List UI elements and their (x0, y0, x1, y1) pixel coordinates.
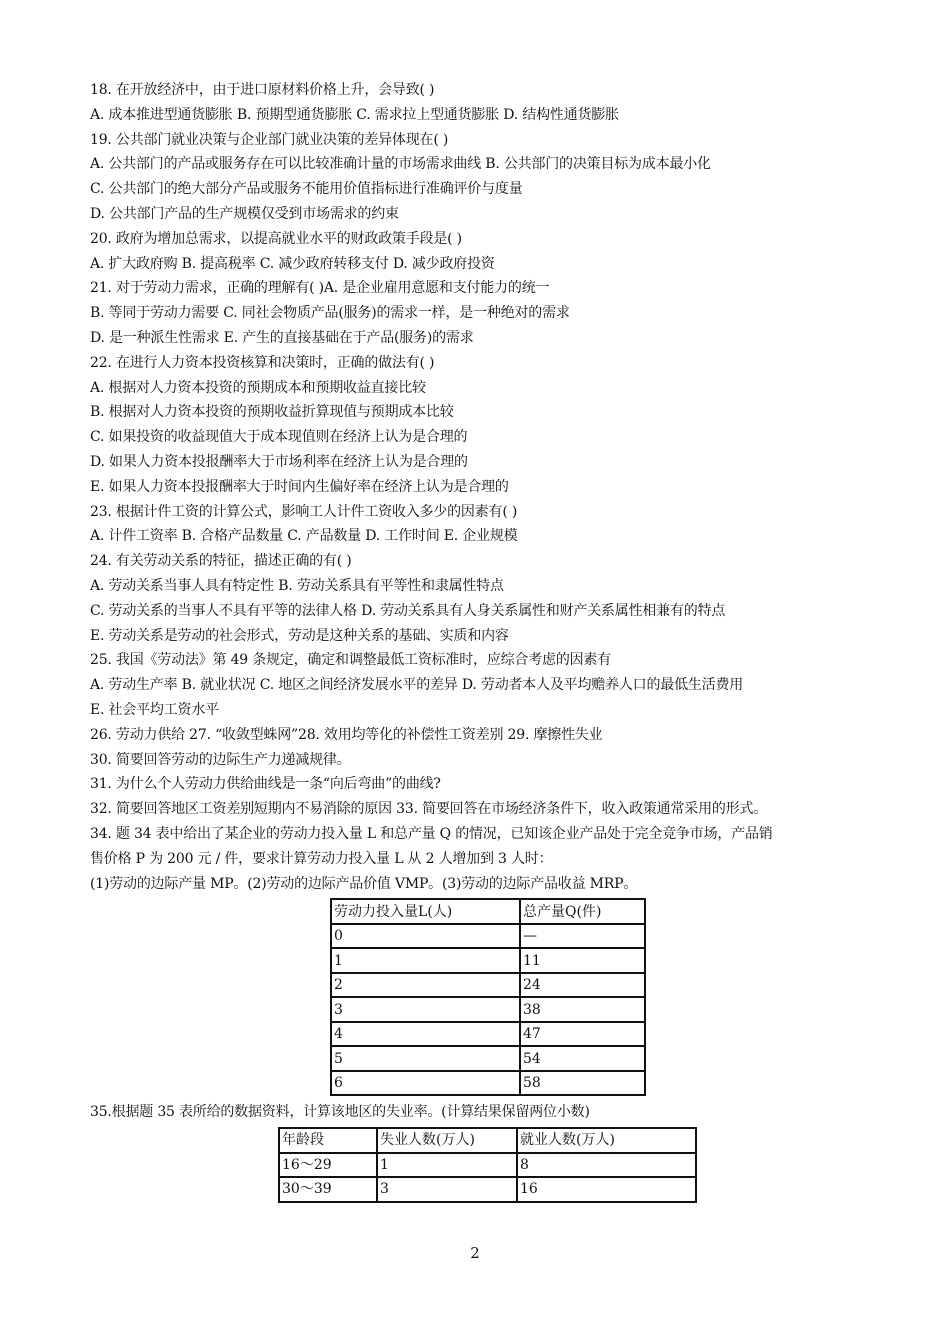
question-22-option-c: C. 如果投资的收益现值大于成本现值则在经济上认为是合理的 (90, 429, 468, 446)
table-row (331, 924, 645, 949)
table-cell: 6 (331, 1071, 520, 1096)
table-row (279, 1153, 696, 1178)
table-cell: 3 (377, 1177, 517, 1202)
question-23: 23. 根据计件工资的计算公式，影响工人计件工资收入多少的因素有( ) (90, 503, 518, 520)
question-30: 30. 简要回答劳动的边际生产力递减规律。 (90, 751, 351, 768)
table-header-cell: 劳动力投入量L(人) (331, 899, 520, 924)
table-cell: 4 (331, 1022, 520, 1047)
question-25-options-abcd: A. 劳动生产率 B. 就业状况 C. 地区之间经济发展水平的差异 D. 劳动者本人及平均赡养人口的最低生活费用 (90, 677, 744, 694)
table-cell: 2 (331, 973, 520, 998)
table-cell: 16～29 (279, 1153, 377, 1178)
table-cell: 47 (520, 1022, 645, 1047)
table-cell: 8 (517, 1153, 696, 1178)
question-22-option-b: B. 根据对人力资本投资的预期收益折算现值与预期成本比较 (90, 404, 454, 421)
question-34-line-2: 售价格 P 为 200 元 / 件，要求计算劳动力投入量 L 从 2 人增加到 3 人时： (90, 850, 553, 867)
table-35 (278, 1127, 697, 1203)
table-row (331, 973, 645, 998)
table-cell: 30～39 (279, 1177, 377, 1202)
table-row (331, 948, 645, 973)
table-header-row (331, 899, 645, 924)
table-cell: 11 (520, 948, 645, 973)
table-cell: 24 (520, 973, 645, 998)
table-row (331, 997, 645, 1022)
question-25-option-e: E. 社会平均工资水平 (90, 701, 219, 718)
table-cell: 16 (517, 1177, 696, 1202)
question-31: 31. 为什么个人劳动力供给曲线是一条“向后弯曲”的曲线? (90, 776, 441, 793)
question-23-options: A. 计件工资率 B. 合格产品数量 C. 产品数量 D. 工作时间 E. 企业规模 (90, 528, 518, 545)
document-page (90, 78, 910, 1203)
question-24: 24. 有关劳动关系的特征，描述正确的有( ) (90, 553, 352, 570)
question-22: 22. 在进行人力资本投资核算和决策时，正确的做法有( ) (90, 354, 435, 371)
question-18-options: A. 成本推进型通货膨胀 B. 预期型通货膨胀 C. 需求拉上型通货膨胀 D. 结构性通货膨胀 (90, 106, 619, 123)
table-header-cell: 就业人数(万人) (517, 1128, 696, 1153)
question-35: 35.根据题 35 表所给的数据资料，计算该地区的失业率。(计算结果保留两位小数) (90, 1104, 590, 1121)
table-cell: 38 (520, 997, 645, 1022)
question-18: 18. 在开放经济中，由于进口原材料价格上升，会导致( ) (90, 82, 435, 98)
question-19-option-d: D. 公共部门产品的生产规模仅受到市场需求的约束 (90, 205, 399, 222)
question-34-line-1: 34. 题 34 表中给出了某企业的劳动力投入量 L 和总产量 Q 的情况，已知该企业产品处于完全竞争市场，产品销 (90, 825, 773, 842)
table-cell: 1 (377, 1153, 517, 1178)
question-22-option-d: D. 如果人力资本投报酬率大于市场利率在经济上认为是合理的 (90, 453, 468, 470)
question-21-options-de: D. 是一种派生性需求 E. 产生的直接基础在于产品(服务)的需求 (90, 329, 474, 346)
question-22-option-e: E. 如果人力资本投报酬率大于时间内生偏好率在经济上认为是合理的 (90, 478, 509, 495)
table-header-row (279, 1128, 696, 1153)
question-21-options-bc: B. 等同于劳动力需要 C. 同社会物质产品(服务)的需求一样，是一种绝对的需求 (90, 305, 570, 322)
questions-26-29: 26. 劳动力供给 27. “收敛型蛛网”28. 效用均等化的补偿性工资差别 29. 摩擦性失业 (90, 726, 603, 743)
table-row (331, 1071, 645, 1096)
table-header-cell: 失业人数(万人) (377, 1128, 517, 1153)
table-header-cell: 总产量Q(件) (520, 899, 645, 924)
table-cell: — (520, 924, 645, 949)
table-row (331, 1046, 645, 1071)
question-20-options: A. 扩大政府购 B. 提高税率 C. 减少政府转移支付 D. 减少政府投资 (90, 255, 495, 272)
question-22-option-a: A. 根据对人力资本投资的预期成本和预期收益直接比较 (90, 379, 426, 396)
question-24-options-ab: A. 劳动关系当事人具有特定性 B. 劳动关系具有平等性和隶属性特点 (90, 577, 504, 594)
table-header-cell: 年龄段 (279, 1128, 377, 1153)
table-cell: 5 (331, 1046, 520, 1071)
question-20: 20. 政府为增加总需求，以提高就业水平的财政政策手段是( ) (90, 230, 462, 247)
question-25: 25. 我国《劳动法》第 49 条规定，确定和调整最低工资标准时，应综合考虑的因素有 (90, 652, 612, 669)
question-19: 19. 公共部门就业决策与企业部门就业决策的差异体现在( ) (90, 131, 449, 148)
table-cell: 54 (520, 1046, 645, 1071)
table-cell: 1 (331, 948, 520, 973)
table-cell: 0 (331, 924, 520, 949)
table-cell: 3 (331, 997, 520, 1022)
page-number: 2 (470, 1244, 480, 1262)
table-cell: 58 (520, 1071, 645, 1096)
questions-32-33: 32. 简要回答地区工资差别短期内不易消除的原因 33. 简要回答在市场经济条件下，收入政策通常采用的形式。 (90, 801, 768, 818)
question-34-line-3: (1)劳动的边际产量 MP。(2)劳动的边际产品价值 VMP。(3)劳动的边际产品收益 MRP。 (90, 875, 638, 892)
table-row (331, 1022, 645, 1047)
question-21: 21. 对于劳动力需求，正确的理解有( )A. 是企业雇用意愿和支付能力的统一 (90, 280, 550, 297)
question-24-option-e: E. 劳动关系是劳动的社会形式，劳动是这种关系的基础、实质和内容 (90, 627, 509, 644)
question-24-options-cd: C. 劳动关系的当事人不具有平等的法律人格 D. 劳动关系具有人身关系属性和财产关系属性相兼有的特点 (90, 602, 726, 619)
table-row (279, 1177, 696, 1202)
question-19-option-c: C. 公共部门的绝大部分产品或服务不能用价值指标进行准确评价与度量 (90, 181, 523, 198)
table-34 (330, 898, 646, 1096)
question-19-options-ab: A. 公共部门的产品或服务存在可以比较准确计量的市场需求曲线 B. 公共部门的决策目标为成本最小化 (90, 156, 711, 173)
